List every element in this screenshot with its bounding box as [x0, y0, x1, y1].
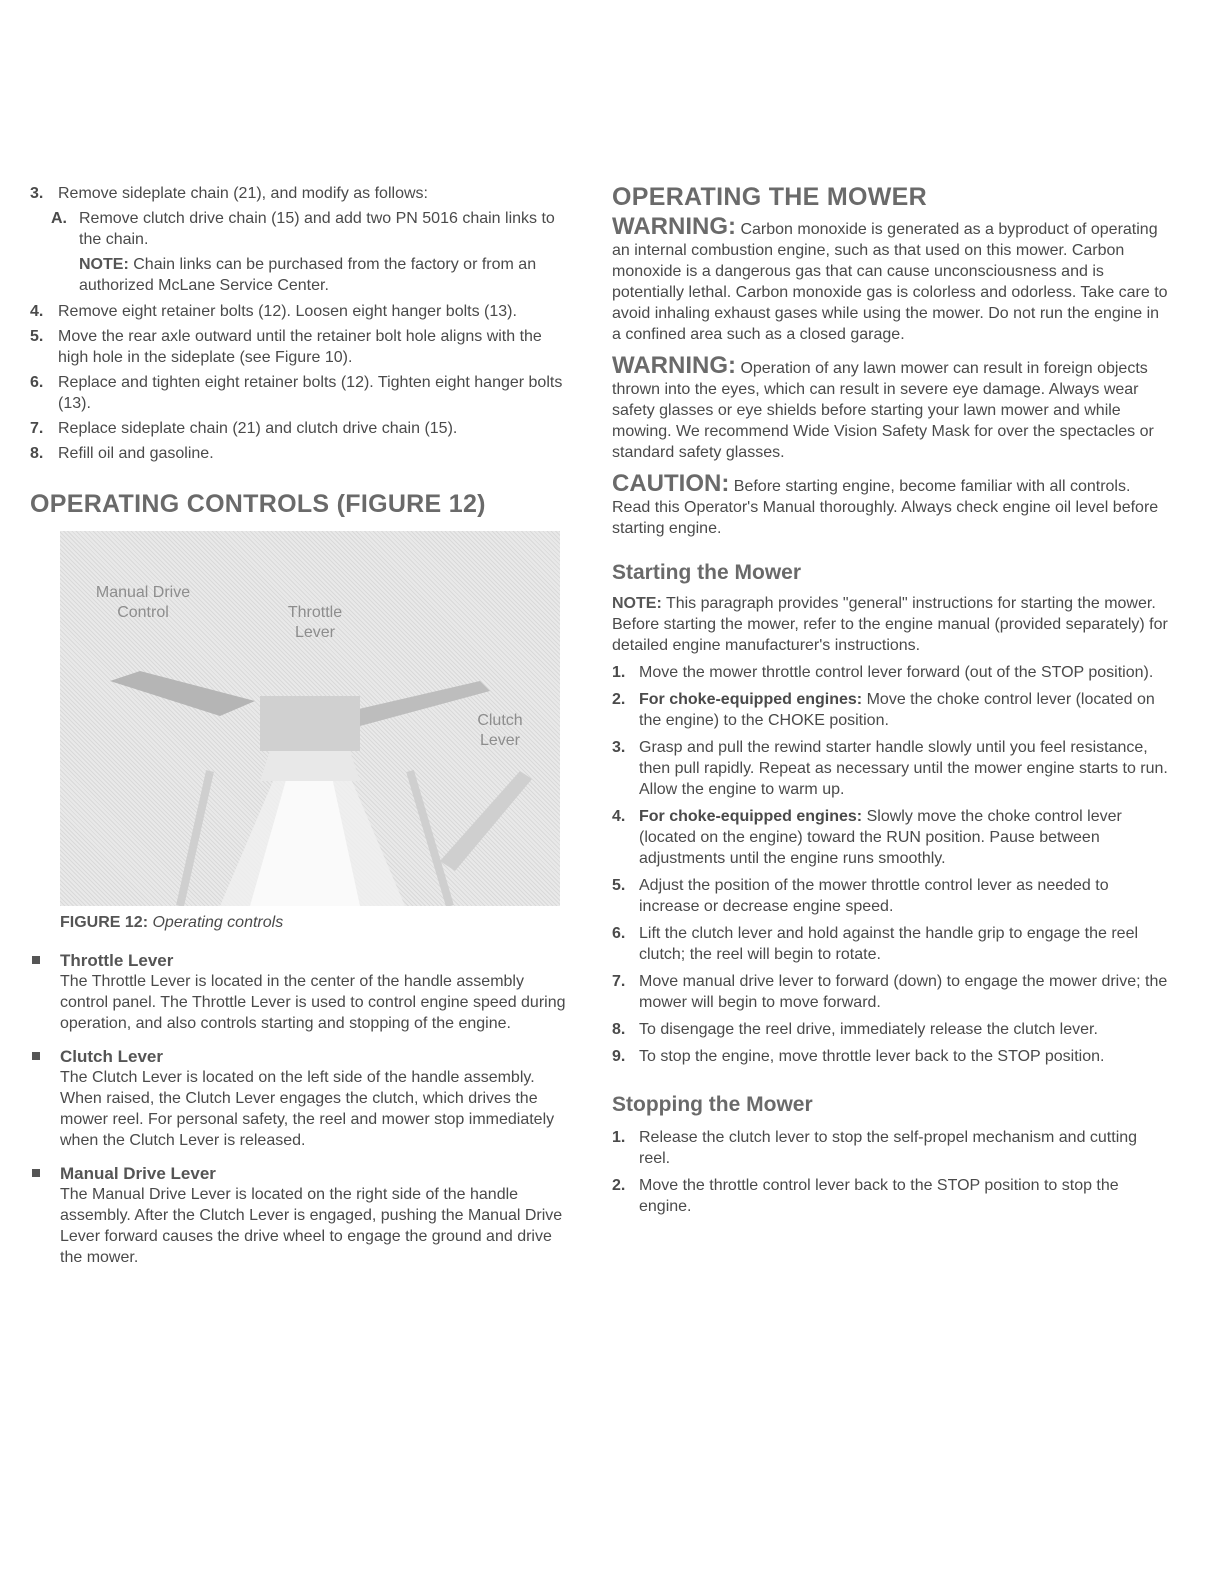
- step-text: Remove clutch drive chain (15) and add two PN 5016 chain links to the chain.: [79, 210, 555, 248]
- step-number: 6.: [612, 925, 626, 942]
- note-starting-general: [612, 593, 1172, 656]
- note-label: NOTE:: [612, 595, 662, 612]
- step-bold-prefix: For choke-equipped engines:: [639, 691, 863, 708]
- step-text: Adjust the position of the mower throttle control lever as needed to increase or decrease engine speed.: [639, 877, 1109, 915]
- note-label: NOTE:: [79, 256, 129, 273]
- warning-carbon-monoxide: [612, 213, 1172, 345]
- step-text: To stop the engine, move throttle lever back to the STOP position.: [639, 1048, 1105, 1065]
- step-number: 8.: [612, 1021, 626, 1038]
- caution-text: Before starting engine, become familiar with all controls. Read this Operator's Manual thoroughly. Always check engine oil level before starting engine.: [612, 478, 1159, 537]
- figure-label-manual-drive: Manual Drive Control: [95, 584, 191, 621]
- step-number: 1.: [612, 1129, 626, 1146]
- step-text: Refill oil and gasoline.: [58, 445, 214, 462]
- step-number: 8.: [30, 445, 44, 462]
- step-number: A.: [51, 210, 67, 227]
- step-text: Grasp and pull the rewind starter handle slowly until you feel resistance, then pull rapidly. Repeat as necessary until the mower engine starts to run. Allow the engine to warm up.: [639, 739, 1168, 798]
- bullet-square-icon: [32, 1052, 40, 1060]
- note-chain-links: [79, 254, 568, 296]
- starting-step-1: [612, 662, 1172, 683]
- starting-step-8: [612, 1019, 1172, 1040]
- warning-label: WARNING:: [612, 213, 736, 240]
- figure-12-image: [60, 531, 560, 906]
- step-number: 4.: [30, 303, 44, 320]
- step-number: 6.: [30, 374, 44, 391]
- starting-step-4: [612, 806, 1172, 869]
- bullet-throttle-lever: [30, 950, 568, 1034]
- step-number: 2.: [612, 1177, 626, 1194]
- starting-step-5: [612, 875, 1172, 917]
- right-column: [612, 183, 1172, 1223]
- figure-12-caption: [60, 914, 568, 932]
- bullet-square-icon: [32, 1169, 40, 1177]
- section-title-operating-mower: OPERATING THE MOWER: [612, 183, 927, 211]
- stopping-steps-list: [612, 1127, 1172, 1217]
- step-number: 5.: [30, 328, 44, 345]
- step-text: Move manual drive lever to forward (down) to engage the mower drive; the mower will begin to move forward.: [639, 973, 1168, 1011]
- step-text: Lift the clutch lever and hold against the handle grip to engage the reel clutch; the reel will begin to rotate.: [639, 925, 1139, 963]
- subsection-title-stopping: Stopping the Mower: [612, 1093, 813, 1116]
- caption-text: Operating controls: [152, 914, 284, 931]
- figure-label-clutch: Clutch Lever: [477, 712, 523, 749]
- step-number: 4.: [612, 808, 626, 825]
- stopping-step-2: [612, 1175, 1172, 1217]
- starting-step-6: [612, 923, 1172, 965]
- starting-step-9: [612, 1046, 1172, 1067]
- step-text: To disengage the reel drive, immediately release the clutch lever.: [639, 1021, 1098, 1038]
- figure-label-throttle: Throttle Lever: [287, 604, 343, 641]
- step-text: Remove eight retainer bolts (12). Loosen eight hanger bolts (13).: [58, 303, 517, 320]
- step-6: [30, 372, 568, 414]
- step-text: Move the choke control lever (located on the engine) to the CHOKE position.: [639, 691, 1155, 729]
- bullet-text: The Clutch Lever is located on the left side of the handle assembly. When raised, the Clutch Lever engages the clutch, which drives the mower reel. For personal safety, the reel and mower stop immediately when the Clutch Lever is released.: [60, 1069, 555, 1149]
- control-descriptions: [30, 950, 568, 1268]
- warning-foreign-objects: [612, 352, 1172, 463]
- bullet-text: The Throttle Lever is located in the center of the handle assembly control panel. The Throttle Lever is used to control engine speed during operation, and also controls starting and stopping of the engine.: [60, 973, 566, 1032]
- step-number: 7.: [30, 420, 44, 437]
- note-text: Chain links can be purchased from the factory or from an authorized McLane Service Center.: [79, 256, 537, 294]
- step-text: Slowly move the choke control lever (located on the engine) toward the RUN position. Pause between adjustments until the engine runs smoothly.: [639, 808, 1122, 867]
- caption-label: FIGURE 12:: [60, 914, 149, 931]
- step-text: Replace and tighten eight retainer bolts (12). Tighten eight hanger bolts (13).: [58, 374, 563, 412]
- step-number: 9.: [612, 1048, 626, 1065]
- caution-label: CAUTION:: [612, 470, 730, 497]
- starting-step-3: [612, 737, 1172, 800]
- warning-label: WARNING:: [612, 352, 736, 379]
- step-text: Move the throttle control lever back to the STOP position to stop the engine.: [639, 1177, 1119, 1215]
- warning-text: Operation of any lawn mower can result in foreign objects thrown into the eyes, which can result in severe eye damage. Always wear safety glasses or eye shields before starting your lawn mower and while mowing. We recommend Wide Vision Safety Mask for over the spectacles or standard safety glasses.: [612, 360, 1154, 461]
- starting-step-2: [612, 689, 1172, 731]
- step-number: 3.: [30, 185, 44, 202]
- subsection-title-starting: Starting the Mower: [612, 561, 802, 584]
- step-3: [30, 183, 568, 204]
- bullet-manual-drive-lever: [30, 1163, 568, 1268]
- step-number: 5.: [612, 877, 626, 894]
- step-text: Move the rear axle outward until the retainer bolt hole aligns with the high hole in the sideplate (see Figure 10).: [58, 328, 542, 366]
- starting-step-7: [612, 971, 1172, 1013]
- step-number: 2.: [612, 691, 626, 708]
- step-text: Remove sideplate chain (21), and modify as follows:: [58, 185, 428, 202]
- caution-controls: [612, 470, 1172, 539]
- stopping-step-1: [612, 1127, 1172, 1169]
- bullet-text: The Manual Drive Lever is located on the right side of the handle assembly. After the Clutch Lever is engaged, pushing the Manual Drive Lever forward causes the drive wheel to engage the ground and drive the mower.: [60, 1186, 563, 1266]
- bullet-clutch-lever: [30, 1046, 568, 1151]
- bullet-title: Manual Drive Lever: [60, 1164, 216, 1183]
- warning-text: Carbon monoxide is generated as a byproduct of operating an internal combustion engine, such as that used on this mower. Carbon monoxide is a dangerous gas that can cause unconsciousness and is potentially lethal. Carbon monoxide gas is colorless and odorless. Take care to avoid inhaling exhaust gases while using the mower. Do not run the engine in a confined area such as a closed garage.: [612, 221, 1168, 343]
- note-text: This paragraph provides "general" instructions for starting the mower. Before starting the mower, refer to the engine manual (provided separately) for detailed engine manufacturer's instructions.: [612, 595, 1168, 654]
- bullet-title: Clutch Lever: [60, 1047, 163, 1066]
- step-3a: [51, 208, 568, 250]
- step-number: 3.: [612, 739, 626, 756]
- step-number: 7.: [612, 973, 626, 990]
- step-text: Release the clutch lever to stop the self-propel mechanism and cutting reel.: [639, 1129, 1138, 1167]
- step-5: [30, 326, 568, 368]
- bullet-title: Throttle Lever: [60, 951, 174, 970]
- step-4: [30, 301, 568, 322]
- step-7: [30, 418, 568, 439]
- step-bold-prefix: For choke-equipped engines:: [639, 808, 863, 825]
- step-8: [30, 443, 568, 464]
- bullet-square-icon: [32, 956, 40, 964]
- step-number: 1.: [612, 664, 626, 681]
- step-text: Replace sideplate chain (21) and clutch drive chain (15).: [58, 420, 458, 437]
- left-column: [30, 183, 568, 1280]
- section-title-operating-controls: OPERATING CONTROLS (FIGURE 12): [30, 490, 486, 518]
- starting-steps-list: [612, 662, 1172, 1067]
- step-text: Move the mower throttle control lever forward (out of the STOP position).: [639, 664, 1154, 681]
